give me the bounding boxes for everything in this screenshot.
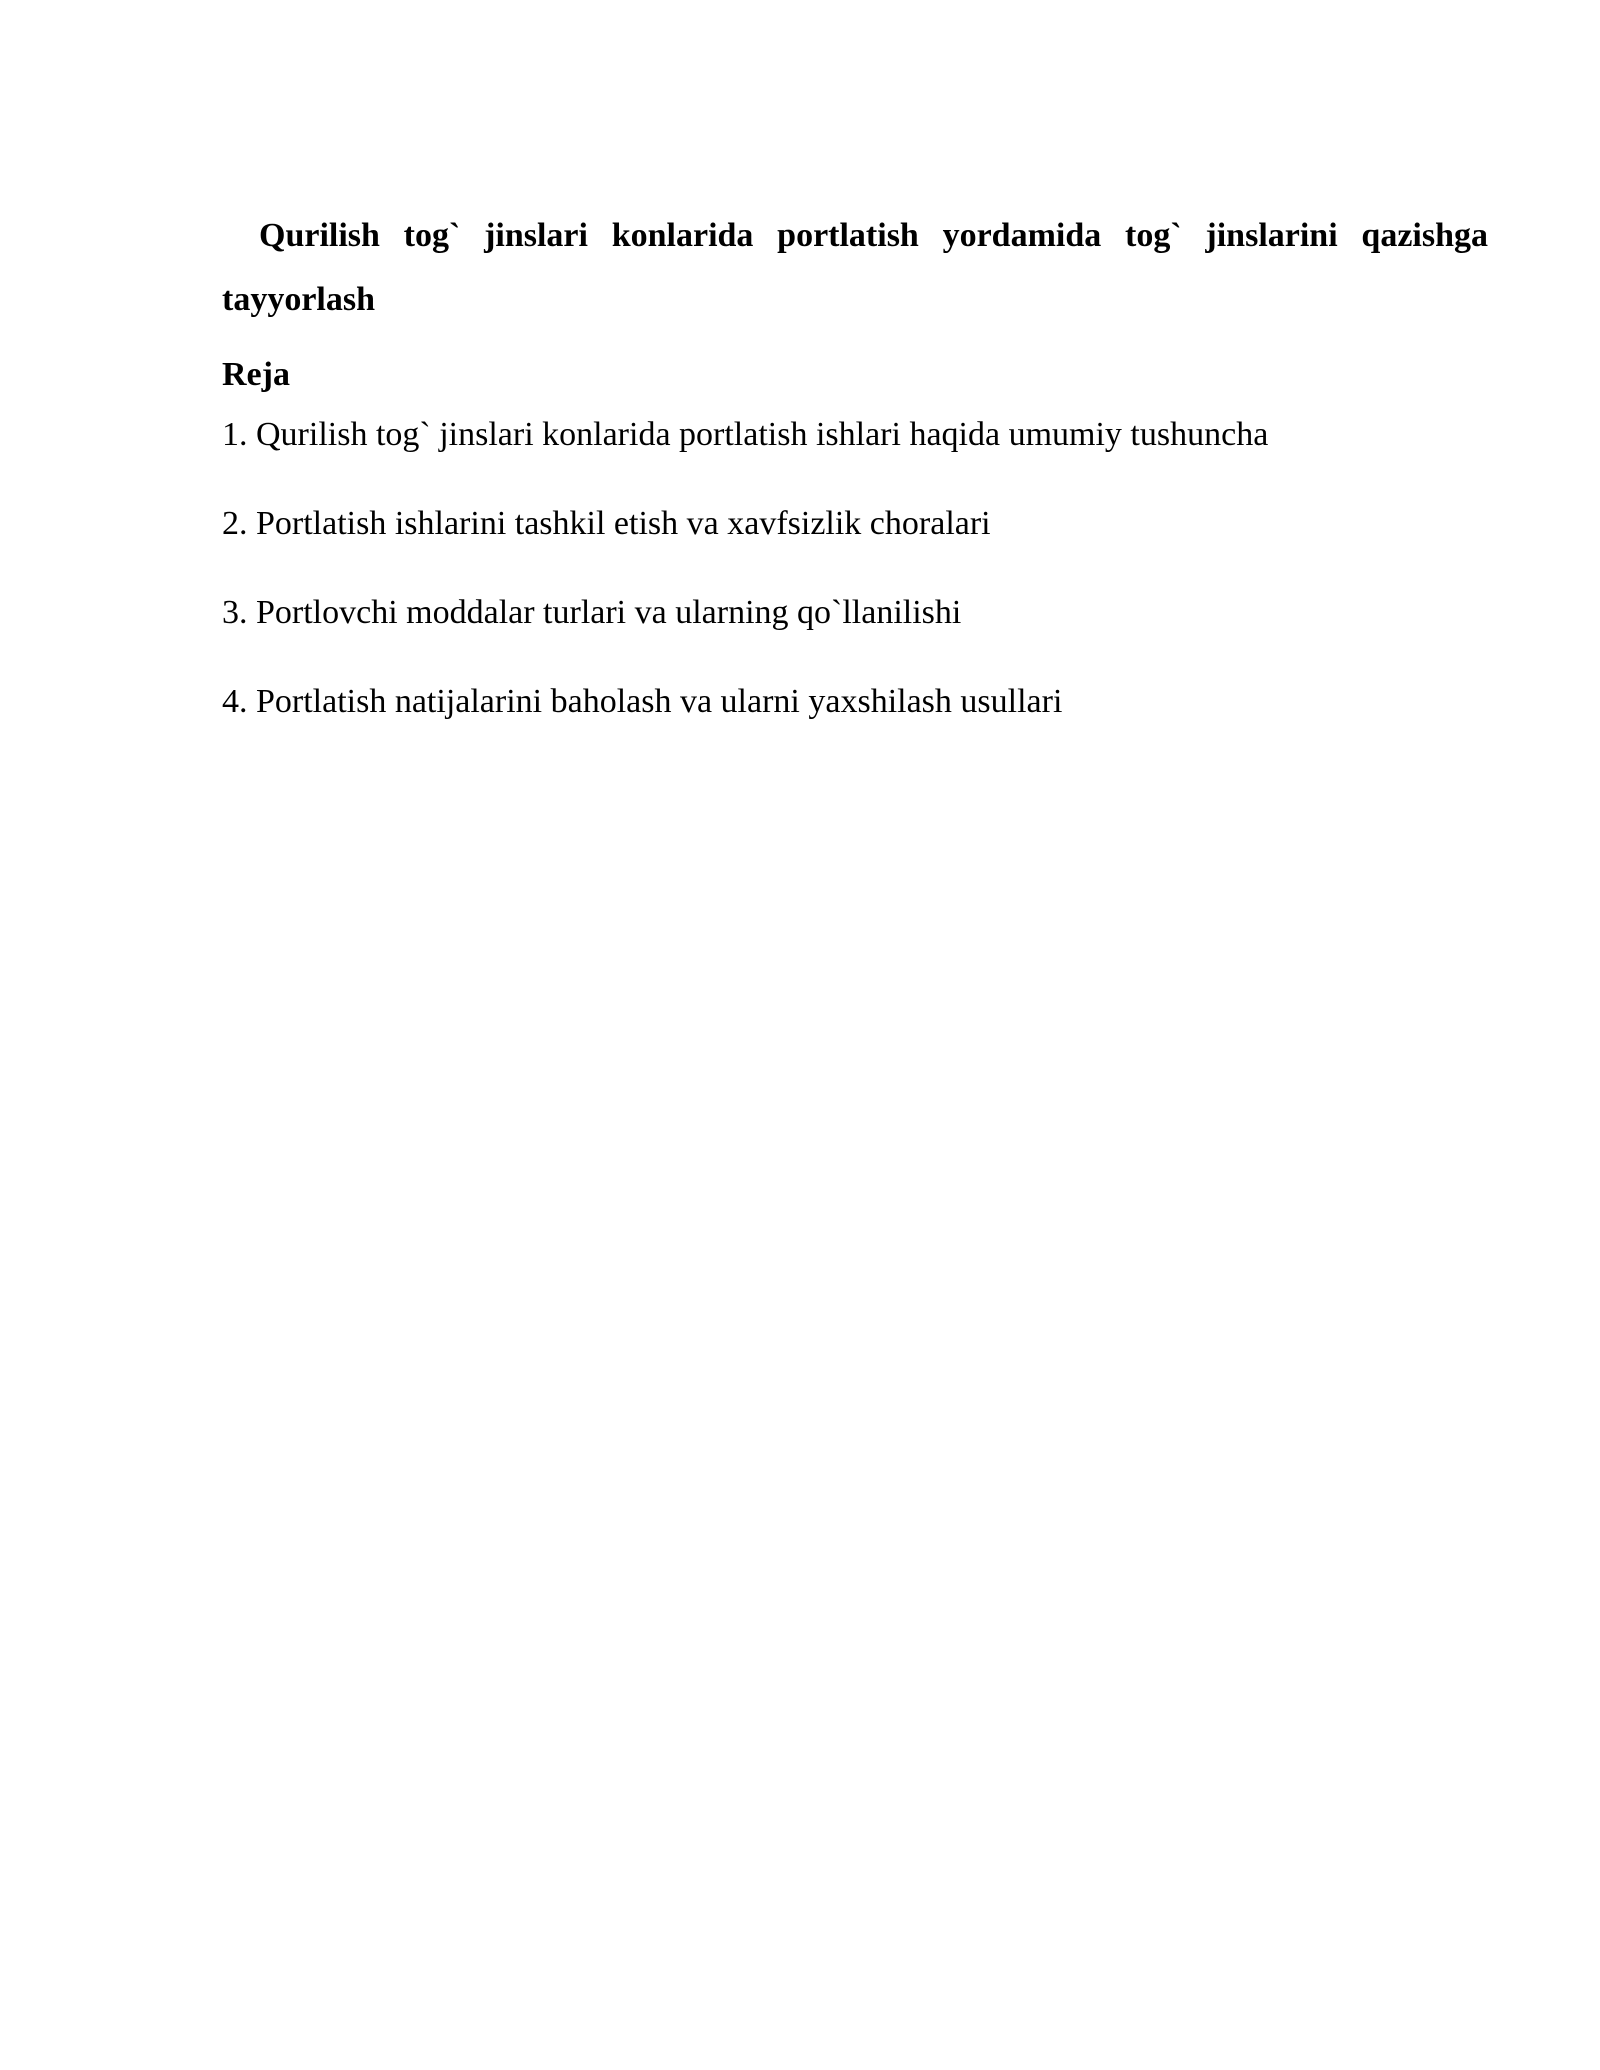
plan-list: [222, 412, 1488, 725]
plan-item-4: 4. Portlatish natijalarini baholash va ularni yaxshilash usullari: [222, 683, 1063, 720]
plan-item-2: 2. Portlatish ishlarini tashkil etish va xavfsizlik choralari: [222, 505, 991, 542]
plan-item-3: 3. Portlovchi moddalar turlari va ularning qo`llanilishi: [222, 594, 962, 631]
document-title: Qurilish tog` jinslari konlarida portlatish yordamida tog` jinslarini qazishga tayyorlash: [222, 217, 1488, 318]
document-body: [222, 204, 1488, 768]
plan-heading: Reja: [222, 356, 290, 393]
plan-item-1: 1. Qurilish tog` jinslari konlarida portlatish ishlari haqida umumiy tushuncha: [222, 416, 1269, 453]
